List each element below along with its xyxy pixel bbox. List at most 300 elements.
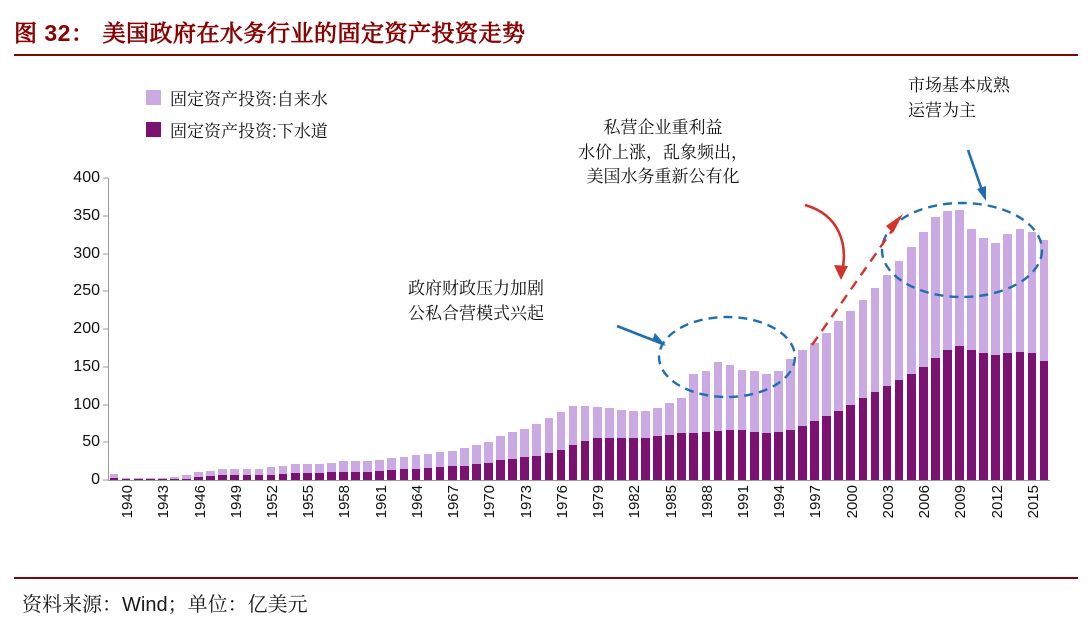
y-tick-label: 50 bbox=[82, 433, 100, 451]
bar-column[interactable] bbox=[966, 178, 978, 480]
bar-segment-water bbox=[400, 457, 409, 470]
annotation-mature bbox=[908, 74, 1010, 123]
x-tick-label: 1979 bbox=[590, 485, 608, 519]
bar-segment-water bbox=[375, 460, 384, 471]
bar-column[interactable] bbox=[180, 178, 192, 480]
bar-segment-sewer bbox=[593, 438, 602, 480]
x-tick-label: 1949 bbox=[227, 485, 245, 519]
bar-segment-sewer bbox=[726, 430, 735, 480]
bar-segment-sewer bbox=[931, 358, 940, 480]
bar-column[interactable] bbox=[458, 178, 470, 480]
x-label-cell bbox=[374, 483, 386, 553]
bar-column[interactable] bbox=[156, 178, 168, 480]
bar-segment-sewer bbox=[750, 432, 759, 480]
x-tick-label: 1982 bbox=[626, 485, 644, 519]
source-note: 资料来源：Wind；单位：亿美元 bbox=[22, 594, 308, 616]
bar-column[interactable] bbox=[688, 178, 700, 480]
bar-segment-water bbox=[581, 406, 590, 441]
bar-segment-sewer bbox=[170, 479, 179, 480]
bar-column[interactable] bbox=[929, 178, 941, 480]
bar-segment-water bbox=[1028, 232, 1037, 353]
bar-segment-water bbox=[545, 418, 554, 453]
x-label-cell bbox=[603, 483, 615, 553]
x-label-cell bbox=[736, 483, 748, 553]
bar-column[interactable] bbox=[760, 178, 772, 480]
bar-segment-sewer bbox=[134, 479, 143, 480]
bar-segment-water bbox=[1040, 240, 1049, 361]
bar-segment-sewer bbox=[182, 479, 191, 481]
bar-segment-water bbox=[339, 461, 348, 472]
bar-segment-sewer bbox=[230, 475, 239, 480]
bar-column[interactable] bbox=[941, 178, 953, 480]
bar-segment-sewer bbox=[871, 392, 880, 480]
bar-column[interactable] bbox=[676, 178, 688, 480]
x-label-cell bbox=[519, 483, 531, 553]
bar-segment-sewer bbox=[279, 474, 288, 480]
annotation-ppp-line-1: 政府财政压力加剧 bbox=[408, 279, 544, 298]
bar-column[interactable] bbox=[132, 178, 144, 480]
bar-column[interactable] bbox=[422, 178, 434, 480]
bar-segment-sewer bbox=[895, 380, 904, 480]
x-label-cell bbox=[724, 483, 753, 553]
footer-divider bbox=[14, 577, 1078, 579]
x-tick-label: 1985 bbox=[662, 485, 680, 519]
bar-column[interactable] bbox=[772, 178, 784, 480]
bar-segment-sewer bbox=[943, 350, 952, 480]
bar-segment-sewer bbox=[448, 466, 457, 480]
bar-segment-water bbox=[315, 464, 324, 473]
bar-column[interactable] bbox=[193, 178, 205, 480]
bar-column[interactable] bbox=[1002, 178, 1014, 480]
x-label-cell bbox=[301, 483, 313, 553]
x-label-cell bbox=[241, 483, 253, 553]
x-label-cell bbox=[434, 483, 463, 553]
bar-column[interactable] bbox=[905, 178, 917, 480]
bar-column[interactable] bbox=[953, 178, 965, 480]
page-title: 美国政府在水务行业的固定资产投资走势 bbox=[102, 19, 526, 46]
x-tick-label: 2006 bbox=[916, 485, 934, 519]
x-label-cell bbox=[966, 483, 978, 553]
legend-label-sewer: 固定资产投资:下水道 bbox=[170, 121, 328, 141]
x-label-cell bbox=[929, 483, 941, 553]
x-tick-label: 1997 bbox=[807, 485, 825, 519]
bar-segment-water bbox=[303, 464, 312, 473]
bar-column[interactable] bbox=[205, 178, 217, 480]
x-label-cell bbox=[446, 483, 458, 553]
bar-column[interactable] bbox=[809, 178, 821, 480]
bar-segment-water bbox=[967, 229, 976, 350]
bar-segment-sewer bbox=[1016, 352, 1025, 480]
bar-segment-sewer bbox=[424, 468, 433, 480]
bar-segment-water bbox=[484, 442, 493, 463]
bar-segment-water bbox=[557, 412, 566, 450]
x-label-cell bbox=[458, 483, 470, 553]
bar-segment-water bbox=[496, 436, 505, 460]
x-label-cell bbox=[398, 483, 426, 553]
x-label-cell bbox=[217, 483, 245, 553]
x-label-cell bbox=[784, 483, 796, 553]
bar-segment-sewer bbox=[387, 470, 396, 480]
x-label-cell bbox=[821, 483, 833, 553]
bar-column[interactable] bbox=[362, 178, 374, 480]
x-label-cell bbox=[289, 483, 318, 553]
bar-segment-water bbox=[255, 469, 264, 476]
bar-segment-water bbox=[895, 261, 904, 380]
x-label-cell bbox=[978, 483, 1006, 553]
bar-column[interactable] bbox=[217, 178, 229, 480]
bar-segment-sewer bbox=[303, 473, 312, 480]
bar-segment-sewer bbox=[967, 350, 976, 480]
bar-column[interactable] bbox=[627, 178, 639, 480]
bar-column[interactable] bbox=[603, 178, 615, 480]
bar-segment-sewer bbox=[255, 475, 264, 480]
x-tick-label: 1940 bbox=[119, 485, 137, 519]
bar-segment-water bbox=[436, 452, 445, 467]
bar-segment-water bbox=[617, 410, 626, 439]
bar-column[interactable] bbox=[639, 178, 651, 480]
bar-segment-sewer bbox=[508, 459, 517, 480]
bar-segment-sewer bbox=[822, 416, 831, 480]
bar-column[interactable] bbox=[1014, 178, 1026, 480]
bar-column[interactable] bbox=[168, 178, 180, 480]
x-axis-labels bbox=[108, 483, 1050, 553]
bar-segment-water bbox=[943, 211, 952, 350]
bar-segment-sewer bbox=[738, 430, 747, 480]
x-tick-label: 1958 bbox=[336, 485, 354, 519]
bar-segment-water bbox=[665, 403, 674, 435]
x-label-cell bbox=[108, 483, 137, 553]
bar-column[interactable] bbox=[313, 178, 325, 480]
legend-item-sewer bbox=[146, 116, 328, 142]
annotation-private bbox=[578, 116, 748, 190]
bar-column[interactable] bbox=[301, 178, 313, 480]
figure-label: 图 32： bbox=[14, 19, 95, 46]
bar-segment-sewer bbox=[569, 445, 578, 480]
x-label-cell bbox=[132, 483, 144, 553]
bar-column[interactable] bbox=[120, 178, 132, 480]
bar-column[interactable] bbox=[821, 178, 833, 480]
bar-segment-water bbox=[726, 365, 735, 430]
x-label-cell bbox=[277, 483, 289, 553]
bar-column[interactable] bbox=[724, 178, 736, 480]
bar-column[interactable] bbox=[241, 178, 253, 480]
x-tick-label: 2015 bbox=[1024, 485, 1042, 519]
bar-segment-water bbox=[327, 463, 336, 473]
chart-legend bbox=[146, 84, 328, 148]
bar-segment-water bbox=[859, 300, 868, 398]
x-tick-label: 1976 bbox=[553, 485, 571, 519]
x-label-cell bbox=[120, 483, 132, 553]
x-label-cell bbox=[386, 483, 398, 553]
bar-column[interactable] bbox=[712, 178, 724, 480]
bar-column[interactable] bbox=[446, 178, 458, 480]
bar-segment-water bbox=[955, 210, 964, 346]
x-label-cell bbox=[531, 483, 543, 553]
bar-column[interactable] bbox=[1026, 178, 1038, 480]
bar-column[interactable] bbox=[519, 178, 531, 480]
x-label-cell bbox=[881, 483, 893, 553]
x-label-cell bbox=[615, 483, 644, 553]
x-label-cell bbox=[1014, 483, 1042, 553]
bar-segment-sewer bbox=[629, 438, 638, 480]
bar-segment-sewer bbox=[532, 456, 541, 480]
bar-segment-water bbox=[1003, 234, 1012, 353]
bar-column[interactable] bbox=[881, 178, 893, 480]
bar-column[interactable] bbox=[664, 178, 676, 480]
bar-column[interactable] bbox=[482, 178, 494, 480]
bar-segment-water bbox=[605, 408, 614, 438]
bar-segment-water bbox=[883, 275, 892, 387]
annotation-private-line-2: 水价上涨，乱象频出， bbox=[578, 142, 748, 162]
bar-segment-water bbox=[774, 371, 783, 433]
bar-segment-water bbox=[702, 371, 711, 433]
bar-column[interactable] bbox=[917, 178, 929, 480]
x-label-cell bbox=[941, 483, 970, 553]
bar-segment-sewer bbox=[436, 467, 445, 480]
x-tick-label: 1952 bbox=[263, 485, 281, 519]
bar-column[interactable] bbox=[253, 178, 265, 480]
bar-segment-sewer bbox=[363, 472, 372, 480]
x-label-cell bbox=[869, 483, 897, 553]
x-label-cell bbox=[482, 483, 494, 553]
bar-segment-water bbox=[846, 311, 855, 405]
bar-segment-sewer bbox=[110, 478, 119, 480]
bar-segment-sewer bbox=[327, 472, 336, 480]
bar-segment-sewer bbox=[206, 476, 215, 480]
bar-segment-sewer bbox=[846, 405, 855, 481]
bar-segment-sewer bbox=[774, 432, 783, 480]
bar-segment-sewer bbox=[400, 469, 409, 480]
bar-column[interactable] bbox=[893, 178, 905, 480]
annotation-private-line-1: 私营企业重利益 bbox=[603, 118, 723, 137]
bar-segment-water bbox=[629, 411, 638, 438]
bar-segment-sewer bbox=[484, 463, 493, 480]
bar-segment-sewer bbox=[1003, 353, 1012, 480]
bar-column[interactable] bbox=[857, 178, 869, 480]
bar-segment-water bbox=[291, 464, 300, 473]
bar-column[interactable] bbox=[748, 178, 760, 480]
bar-column[interactable] bbox=[567, 178, 579, 480]
x-label-cell bbox=[748, 483, 760, 553]
bar-segment-sewer bbox=[460, 466, 469, 480]
x-label-cell bbox=[652, 483, 680, 553]
bar-column[interactable] bbox=[277, 178, 289, 480]
x-tick-label: 2012 bbox=[988, 485, 1006, 519]
bar-column[interactable] bbox=[833, 178, 845, 480]
bar-column[interactable] bbox=[555, 178, 567, 480]
x-label-cell bbox=[350, 483, 362, 553]
bar-segment-sewer bbox=[714, 431, 723, 480]
bar-column[interactable] bbox=[374, 178, 386, 480]
bar-column[interactable] bbox=[495, 178, 507, 480]
bar-segment-sewer bbox=[315, 473, 324, 480]
bar-column[interactable] bbox=[410, 178, 422, 480]
x-tick-label: 1946 bbox=[191, 485, 209, 519]
x-label-cell bbox=[1002, 483, 1014, 553]
bar-column[interactable] bbox=[845, 178, 857, 480]
x-label-cell bbox=[229, 483, 241, 553]
x-label-cell bbox=[639, 483, 651, 553]
x-label-cell bbox=[156, 483, 168, 553]
legend-swatch-sewer bbox=[146, 122, 161, 137]
x-label-cell bbox=[168, 483, 180, 553]
bar-segment-water bbox=[448, 451, 457, 467]
x-label-cell bbox=[917, 483, 929, 553]
annotation-ppp bbox=[408, 277, 544, 326]
bar-column[interactable] bbox=[543, 178, 555, 480]
x-label-cell bbox=[905, 483, 934, 553]
bar-segment-sewer bbox=[218, 475, 227, 480]
x-label-cell bbox=[591, 483, 603, 553]
bar-segment-water bbox=[798, 350, 807, 426]
x-label-cell bbox=[579, 483, 608, 553]
bar-segment-sewer bbox=[581, 441, 590, 480]
bar-segment-sewer bbox=[496, 460, 505, 480]
x-label-cell bbox=[712, 483, 724, 553]
legend-label-water: 固定资产投资:自来水 bbox=[170, 89, 328, 109]
x-label-cell bbox=[796, 483, 825, 553]
y-tick-label: 0 bbox=[91, 471, 100, 488]
bar-column[interactable] bbox=[978, 178, 990, 480]
x-label-cell bbox=[857, 483, 869, 553]
x-label-cell bbox=[833, 483, 861, 553]
bar-column[interactable] bbox=[325, 178, 337, 480]
bar-column[interactable] bbox=[434, 178, 446, 480]
bar-segment-water bbox=[979, 238, 988, 353]
bar-column[interactable] bbox=[337, 178, 349, 480]
x-tick-label: 1991 bbox=[735, 485, 753, 519]
bar-segment-sewer bbox=[798, 426, 807, 480]
x-label-cell bbox=[507, 483, 535, 553]
bar-segment-sewer bbox=[1040, 361, 1049, 480]
x-axis-line bbox=[108, 480, 1050, 481]
bar-segment-water bbox=[871, 288, 880, 392]
bar-segment-water bbox=[834, 321, 843, 410]
bar-segment-sewer bbox=[267, 475, 276, 480]
bar-segment-sewer bbox=[339, 472, 348, 480]
bar-series-container bbox=[108, 178, 1050, 480]
bar-column[interactable] bbox=[652, 178, 664, 480]
bar-column[interactable] bbox=[229, 178, 241, 480]
x-label-cell bbox=[362, 483, 390, 553]
bar-segment-water bbox=[460, 448, 469, 465]
legend-item-water bbox=[146, 84, 328, 110]
bar-segment-sewer bbox=[1028, 353, 1037, 480]
bar-segment-sewer bbox=[762, 433, 771, 480]
bar-column[interactable] bbox=[108, 178, 120, 480]
bar-segment-water bbox=[532, 424, 541, 456]
x-label-cell bbox=[180, 483, 209, 553]
bar-segment-sewer bbox=[907, 374, 916, 480]
bar-segment-sewer bbox=[617, 438, 626, 480]
bar-segment-water bbox=[689, 374, 698, 433]
bar-segment-sewer bbox=[641, 438, 650, 480]
x-label-cell bbox=[760, 483, 789, 553]
x-label-cell bbox=[688, 483, 716, 553]
bar-segment-sewer bbox=[955, 346, 964, 480]
bar-segment-sewer bbox=[883, 386, 892, 480]
bar-segment-water bbox=[472, 445, 481, 464]
bar-segment-sewer bbox=[351, 472, 360, 480]
bar-column[interactable] bbox=[615, 178, 627, 480]
bar-segment-sewer bbox=[859, 398, 868, 480]
bar-column[interactable] bbox=[386, 178, 398, 480]
annotation-mature-line-1: 市场基本成熟 bbox=[908, 76, 1010, 95]
bar-column[interactable] bbox=[796, 178, 808, 480]
bar-column[interactable] bbox=[531, 178, 543, 480]
bar-column[interactable] bbox=[144, 178, 156, 480]
bar-column[interactable] bbox=[350, 178, 362, 480]
bar-column[interactable] bbox=[736, 178, 748, 480]
bar-segment-water bbox=[738, 370, 747, 430]
bar-column[interactable] bbox=[470, 178, 482, 480]
y-tick-label: 400 bbox=[73, 169, 100, 186]
bar-column[interactable] bbox=[265, 178, 277, 480]
y-tick-label: 300 bbox=[73, 244, 100, 262]
bar-segment-sewer bbox=[702, 432, 711, 480]
legend-swatch-water bbox=[146, 90, 161, 105]
x-label-cell bbox=[495, 483, 507, 553]
bar-segment-water bbox=[351, 461, 360, 472]
bar-segment-water bbox=[931, 217, 940, 357]
bar-column[interactable] bbox=[507, 178, 519, 480]
x-tick-label: 1967 bbox=[445, 485, 463, 519]
bar-column[interactable] bbox=[990, 178, 1002, 480]
x-label-cell bbox=[953, 483, 965, 553]
bar-column[interactable] bbox=[591, 178, 603, 480]
bar-segment-sewer bbox=[991, 355, 1000, 480]
x-label-cell bbox=[627, 483, 639, 553]
bar-column[interactable] bbox=[784, 178, 796, 480]
x-label-cell bbox=[893, 483, 905, 553]
bar-segment-sewer bbox=[375, 471, 384, 480]
bar-column[interactable] bbox=[289, 178, 301, 480]
x-label-cell bbox=[990, 483, 1002, 553]
bar-segment-sewer bbox=[291, 473, 300, 480]
bar-segment-sewer bbox=[520, 457, 529, 480]
bar-segment-water bbox=[714, 362, 723, 431]
bar-segment-water bbox=[750, 371, 759, 431]
x-tick-label: 1973 bbox=[517, 485, 535, 519]
bar-column[interactable] bbox=[700, 178, 712, 480]
bar-segment-sewer bbox=[122, 479, 131, 480]
x-label-cell bbox=[253, 483, 281, 553]
bar-segment-water bbox=[907, 247, 916, 374]
annotation-ppp-line-2: 公私合营模式兴起 bbox=[408, 303, 544, 323]
x-tick-label: 1994 bbox=[771, 485, 789, 519]
x-tick-label: 1961 bbox=[372, 485, 390, 519]
y-tick-label: 150 bbox=[73, 357, 100, 375]
x-tick-label: 1988 bbox=[698, 485, 716, 519]
x-label-cell bbox=[1038, 483, 1050, 553]
bar-segment-sewer bbox=[146, 479, 155, 480]
bar-segment-sewer bbox=[834, 411, 843, 480]
x-label-cell bbox=[809, 483, 821, 553]
bar-segment-sewer bbox=[979, 353, 988, 480]
bar-column[interactable] bbox=[869, 178, 881, 480]
x-label-cell bbox=[193, 483, 205, 553]
bar-column[interactable] bbox=[579, 178, 591, 480]
x-tick-label: 1970 bbox=[481, 485, 499, 519]
bar-column[interactable] bbox=[398, 178, 410, 480]
x-tick-label: 2003 bbox=[879, 485, 897, 519]
bar-segment-sewer bbox=[689, 433, 698, 480]
bar-segment-water bbox=[810, 343, 819, 422]
x-label-cell bbox=[265, 483, 277, 553]
annotation-mature-line-2: 运营为主 bbox=[908, 100, 976, 120]
x-tick-label: 1943 bbox=[155, 485, 173, 519]
bar-column[interactable] bbox=[1038, 178, 1050, 480]
